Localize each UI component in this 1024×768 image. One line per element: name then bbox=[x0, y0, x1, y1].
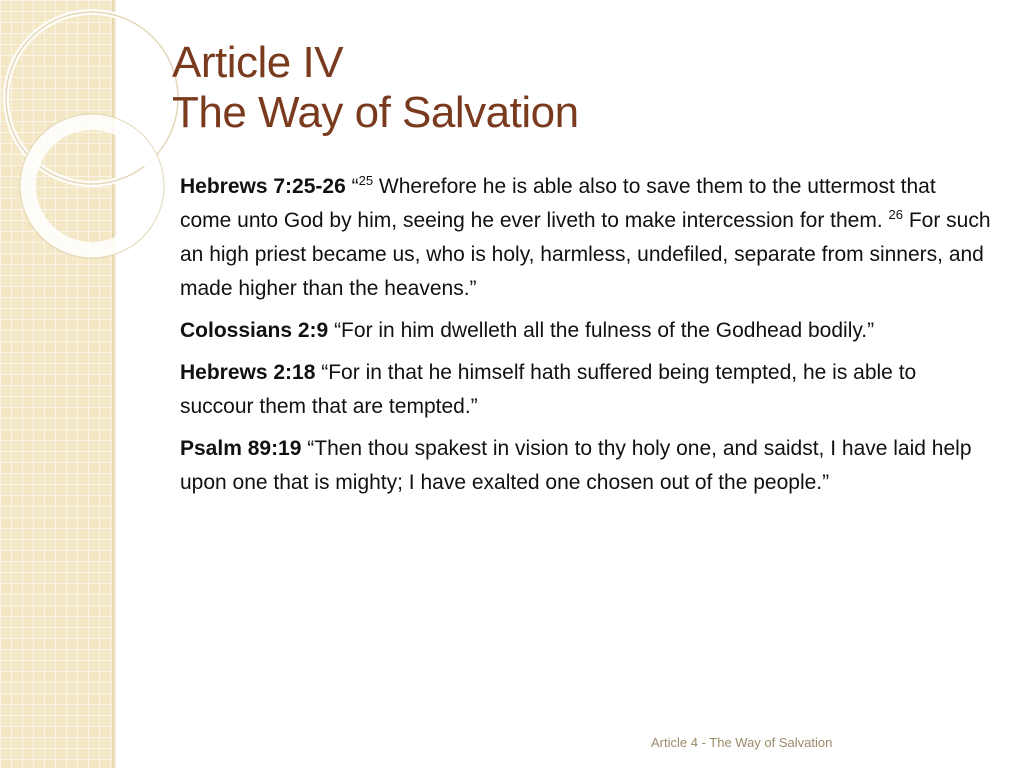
verse-number: 25 bbox=[358, 173, 374, 188]
decorative-rings bbox=[0, 0, 180, 260]
title-line-2: The Way of Salvation bbox=[172, 88, 579, 137]
verse-reference: Hebrews 2:18 bbox=[180, 361, 316, 384]
verse-text: For such an high priest became us, who is holy, harmless, undefiled, separate from sinners, and made higher than the heavens.” bbox=[180, 209, 991, 300]
title-line-1: Article IV bbox=[172, 38, 344, 87]
verse-hebrews-7 bbox=[180, 170, 992, 306]
slide-content bbox=[180, 170, 992, 508]
open-quote: “ bbox=[345, 175, 359, 198]
verse-reference: Colossians 2:9 bbox=[180, 319, 329, 342]
verse-text: “For in him dwelleth all the fulness of the Godhead bodily.” bbox=[328, 319, 875, 342]
verse-number: 26 bbox=[888, 207, 903, 222]
verse-text: Wherefore he is able also to save them to the uttermost that come unto God by him, seeing he ever liveth to make intercession for them. bbox=[180, 175, 936, 232]
verse-text: “Then thou spakest in vision to thy holy one, and saidst, I have laid help upon one that is mighty; I have exalted one chosen out of the people.” bbox=[180, 437, 972, 494]
verse-reference: Hebrews 7:25-26 bbox=[180, 175, 346, 198]
verse-text: “For in that he himself hath suffered being tempted, he is able to succour them that are tempted.” bbox=[180, 361, 917, 418]
verse-hebrews-2 bbox=[180, 356, 992, 424]
slide-footer: Article 4 - The Way of Salvation bbox=[651, 735, 833, 750]
verse-colossians-2 bbox=[180, 314, 992, 348]
verse-psalm-89 bbox=[180, 432, 992, 500]
verse-reference: Psalm 89:19 bbox=[180, 437, 302, 460]
slide-title bbox=[172, 38, 579, 138]
